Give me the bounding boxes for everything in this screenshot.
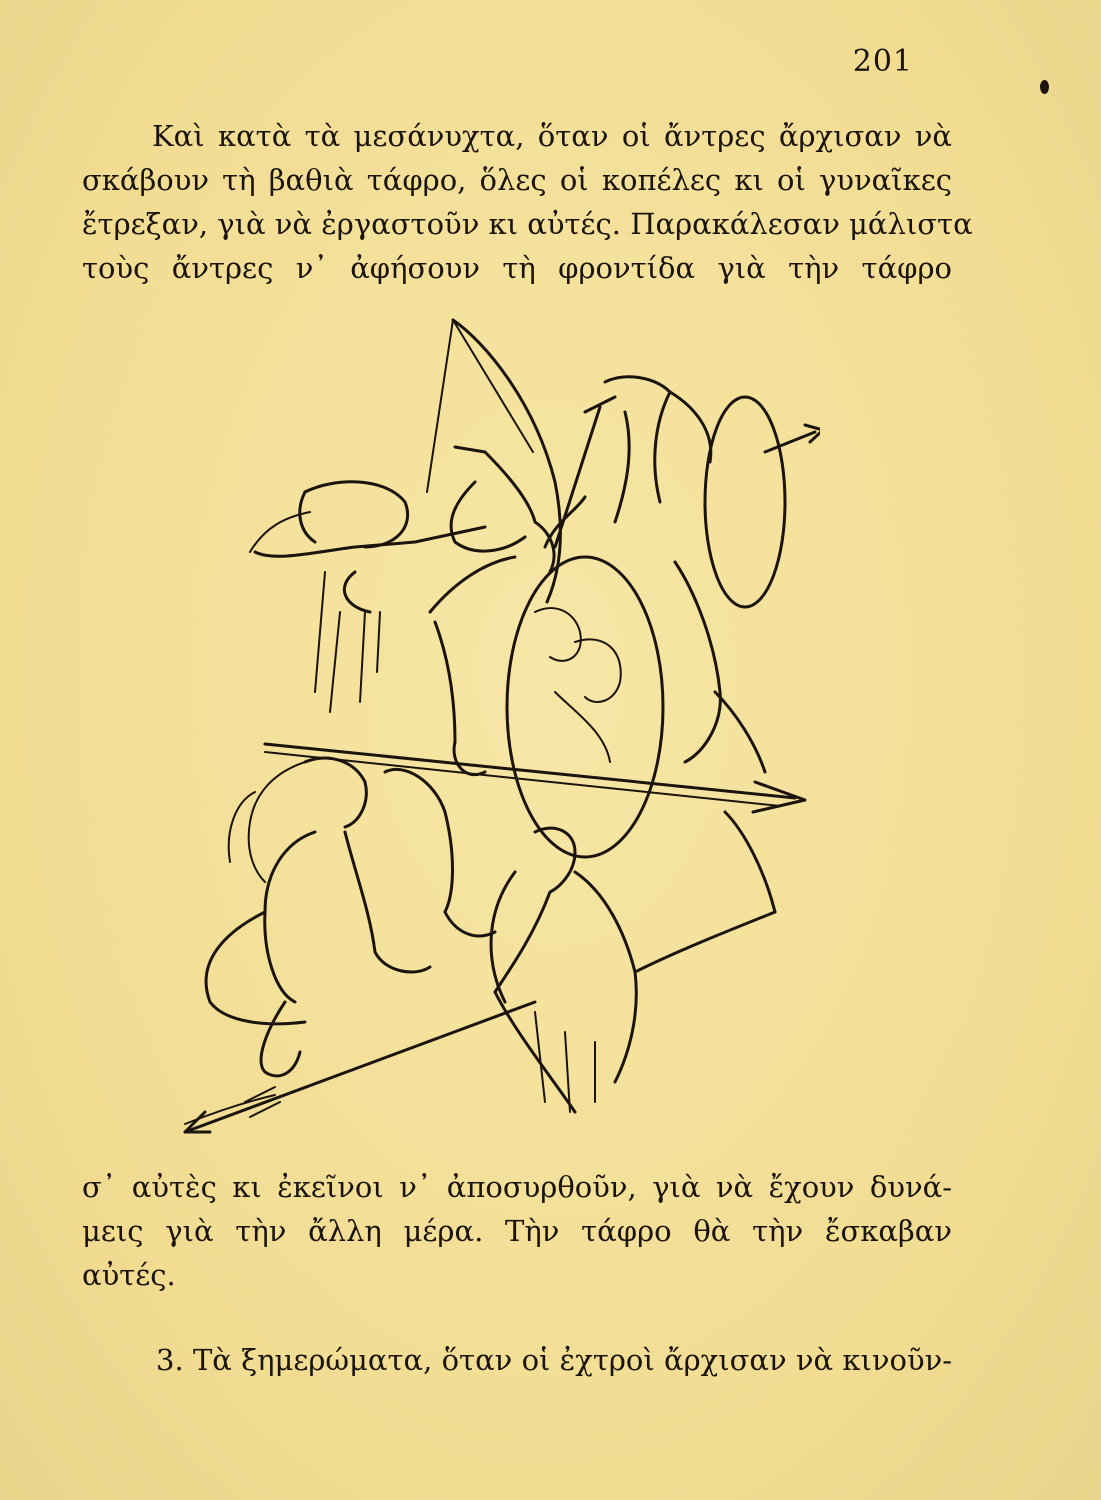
paragraph-1 xyxy=(82,114,973,290)
text-line: αὐτές. xyxy=(82,1258,176,1292)
text-line: 3. Τὰ ξημερώματα, ὅταν οἱ ἐχτροὶ ἄρχισαν νὰ κινοῦν- xyxy=(156,1343,952,1377)
text-line: Καὶ κατὰ τὰ μεσάνυχτα, ὅταν οἱ ἄντρες ἄρχισαν νὰ xyxy=(152,119,952,153)
paragraph-3 xyxy=(82,1338,952,1382)
text-line: σκάβουν τὴ βαθιὰ τάφρο, ὅλες οἱ κοπέλες κι οἱ γυναῖκες xyxy=(82,163,952,197)
text-line: ἔτρεξαν, γιὰ νὰ ἐργαστοῦν κι αὐτές. Παρακάλεσαν μάλιστα xyxy=(82,207,973,241)
text-line: μεις γιὰ τὴν ἄλλη μέρα. Τὴν τάφρο θὰ τὴν ἔσκαβαν xyxy=(82,1214,952,1248)
paragraph-2 xyxy=(82,1165,952,1297)
ink-mark xyxy=(1040,80,1049,94)
page-number: 201 xyxy=(852,44,913,79)
text-line: σ᾽ αὐτὲς κι ἐκεῖνοι ν᾽ ἀποσυρθοῦν, γιὰ νὰ ἔχουν δυνά- xyxy=(82,1170,952,1204)
illustration xyxy=(155,312,820,1152)
text-line: τοὺς ἄντρες ν᾽ ἀφήσουν τὴ φροντίδα γιὰ τὴν τάφρο xyxy=(82,251,952,285)
